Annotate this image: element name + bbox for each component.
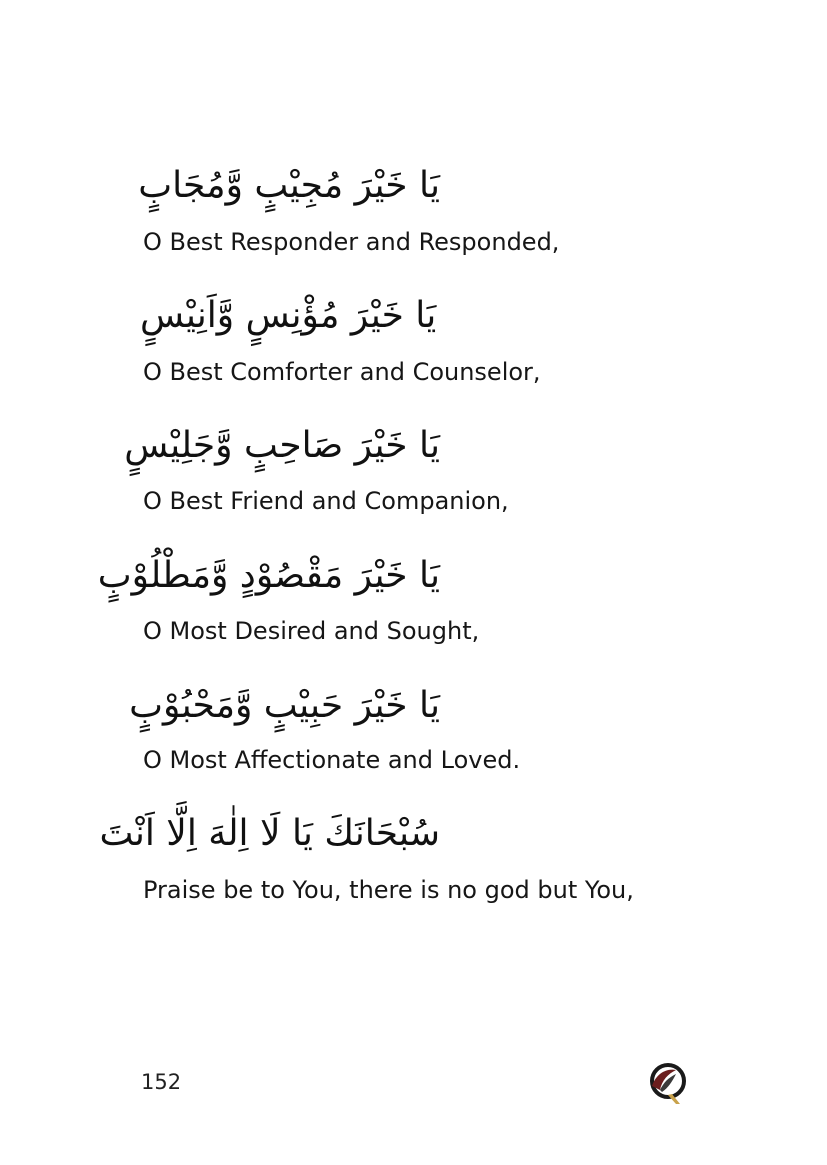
verse-5-english: O Most Affectionate and Loved. (143, 746, 521, 774)
verse-2-arabic: يَا خَيْرَ مُؤْنِسٍ وَّاَنِيْسٍ (140, 295, 437, 336)
verse-3-arabic: يَا خَيْرَ صَاحِبٍ وَّجَلِيْسٍ (124, 425, 440, 466)
verse-4-english: O Most Desired and Sought, (143, 617, 480, 645)
verse-1-arabic: يَا خَيْرَ مُجِيْبٍ وَّمُجَابٍ (138, 165, 440, 206)
verse-4-arabic: يَا خَيْرَ مَقْصُوْدٍ وَّمَطْلُوْبٍ (97, 555, 440, 596)
verse-2-english: O Best Comforter and Counselor, (143, 358, 541, 386)
verse-1-english: O Best Responder and Responded, (143, 228, 560, 256)
publisher-q-logo-icon (646, 1060, 690, 1106)
closing-english: Praise be to You, there is no god but You, (143, 876, 634, 904)
closing-arabic: سُبْحَانَكَ يَا لَا اِلٰهَ اِلَّا اَنْتَ (99, 813, 440, 854)
verse-3-english: O Best Friend and Companion, (143, 487, 509, 515)
verse-5-arabic: يَا خَيْرَ حَبِيْبٍ وَّمَحْبُوْبٍ (129, 685, 440, 726)
page-number: 152 (141, 1070, 182, 1094)
